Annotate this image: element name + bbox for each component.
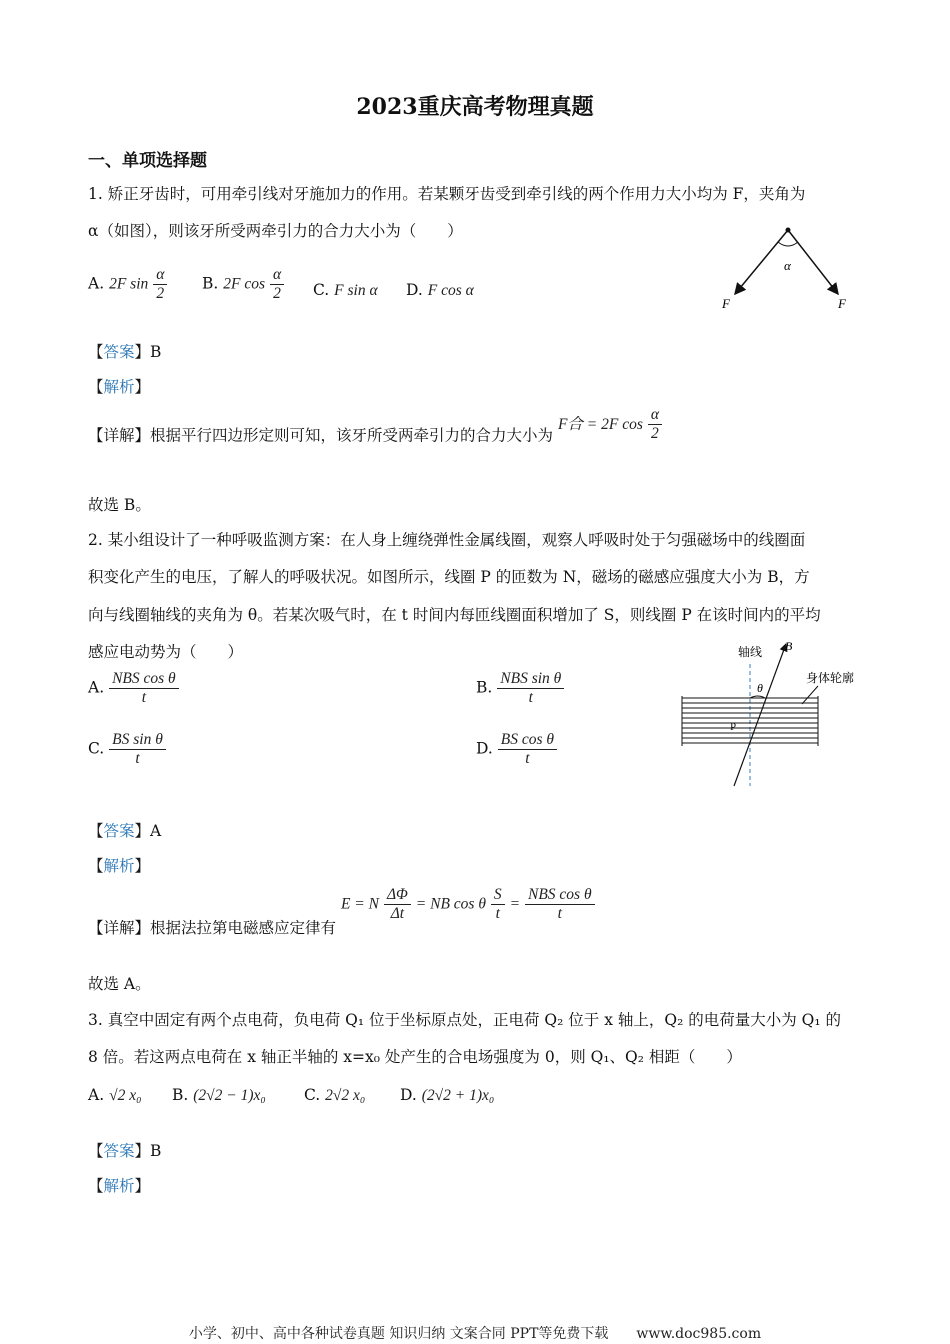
option-label: B. <box>202 274 219 293</box>
q1-answer: 【答案】B <box>88 343 162 361</box>
denominator: 2 <box>273 285 281 302</box>
right-force-label: F <box>838 296 846 311</box>
fraction: $\frac{\text{NBS cos θ}}{t}$ <box>109 670 179 707</box>
q1-option-a <box>88 266 167 303</box>
fraction: $\frac{S}{t}$ <box>491 886 505 923</box>
fraction: $\frac{\Delta\Phi}{\Delta t}$ <box>384 886 411 923</box>
page-title: 2023重庆高考物理真题 <box>356 94 594 120</box>
fraction <box>153 266 167 303</box>
q1-option-c <box>313 281 378 300</box>
fraction: $\frac{\text{NBS sin θ}}{t}$ <box>497 670 564 707</box>
q2-answer: 【答案】A <box>88 822 162 840</box>
q3-answer: 【答案】B <box>88 1142 162 1160</box>
angle-label: α <box>784 258 791 273</box>
denominator: 2 <box>156 285 165 302</box>
q3-option-c: C. 2√2 x₀ <box>304 1086 366 1104</box>
fraction: $\frac{\alpha}{2}$ <box>648 406 662 443</box>
q1-stem-line1: 1. 矫正牙齿时，可用牵引线对牙施加力的作用。若某颗牙齿受到牵引线的两个作用力大小均为 F，夹角为 <box>88 185 806 203</box>
field-label: B <box>785 639 793 653</box>
option-expr: 2F cos <box>223 275 266 293</box>
left-force-label: F <box>722 296 730 311</box>
detail-tag: 【详解】 <box>88 426 151 445</box>
section-heading: 一、单项选择题 <box>88 151 207 171</box>
answer-value: A <box>150 822 162 840</box>
q2-conclusion: 故选 A。 <box>88 975 151 993</box>
detail-formula: F合 = 2F cos <box>557 415 643 433</box>
q2-coil-figure <box>668 636 868 791</box>
page-footer: 小学、初中、高中各种试卷真题 知识归纳 文案合同 PPT等免费下载 www.doc985.com <box>188 1326 762 1342</box>
q2-stem-line4: 感应电动势为（ ） <box>88 643 244 661</box>
fraction <box>270 266 284 303</box>
q1-stem-line2: α（如图），则该牙所受两牵引力的合力大小为（ ） <box>88 222 463 240</box>
q2-stem-line1: 2. 某小组设计了一种呼吸监测方案：在人身上缠绕弹性金属线圈，观察人呼吸时处于匀强磁场中的线圈面 <box>88 531 806 549</box>
q2-stem-line2: 积变化产生的电压，了解人的呼吸状况。如图所示，线圈 P 的匝数为 N，磁场的磁感应强度大小为 B，方 <box>88 568 810 586</box>
detail-mid: = NB cos θ <box>415 895 486 913</box>
q1-conclusion: 故选 B。 <box>88 496 151 514</box>
q2-option-d: D. $\frac{\text{BS cos θ}}{t}$ <box>476 731 557 768</box>
q2-option-b: B. $\frac{\text{NBS sin θ}}{t}$ <box>476 670 564 707</box>
q2-analysis-heading: 【解析】 <box>88 857 151 875</box>
option-label: C. <box>313 281 330 299</box>
detail-text: 根据法拉第电磁感应定律有 <box>150 918 337 937</box>
field-arrow <box>734 644 786 786</box>
left-force-arrow <box>735 230 788 294</box>
angle-arc <box>778 242 798 246</box>
q1-analysis-heading: 【解析】 <box>88 378 151 396</box>
q2-detail <box>88 886 595 937</box>
detail-tag: 【详解】 <box>88 918 151 937</box>
q3-stem-line2: 8 倍。若这两点电荷在 x 轴正半轴的 x=x₀ 处产生的合电场强度为 0，则 Q₁、Q₂ 相距（ ） <box>88 1048 742 1066</box>
q2-stem-line3: 向与线圈轴线的夹角为 θ。若某次吸气时，在 t 时间内每匝线圈面积增加了 S，则线圈 P 在该时间内的平均 <box>88 606 821 624</box>
detail-text: 根据平行四边形定则可知，该牙所受两牵引力的合力大小为 <box>150 426 554 445</box>
body-leader <box>802 686 818 704</box>
q1-option-d <box>406 281 474 300</box>
q3-option-a: A. √2 x₀ <box>88 1086 142 1104</box>
q2-option-a: A. $\frac{\text{NBS cos θ}}{t}$ <box>88 670 179 707</box>
fraction: $\frac{\text{BS sin θ}}{t}$ <box>109 731 166 768</box>
q1-option-b <box>202 266 284 303</box>
q2-option-c: C. $\frac{\text{BS sin θ}}{t}$ <box>88 731 166 768</box>
angle-label: θ <box>757 681 763 695</box>
option-expr: 2F sin <box>109 275 149 293</box>
detail-eq: = <box>509 895 521 913</box>
numerator: α <box>153 266 167 285</box>
coil-label: P <box>730 721 737 733</box>
q3-stem-line1: 3. 真空中固定有两个点电荷，负电荷 Q₁ 位于坐标原点处，正电荷 Q₂ 位于 x 轴上，Q₂ 的电荷量大小为 Q₁ 的 <box>88 1011 841 1029</box>
option-expr: F sin α <box>334 282 378 299</box>
q1-detail <box>88 406 662 455</box>
body-label: 身体轮廓 <box>806 671 855 685</box>
q1-force-figure <box>710 222 870 322</box>
option-label: A. <box>88 274 105 293</box>
answer-value: B <box>150 343 162 361</box>
answer-value: B <box>150 1142 162 1160</box>
q3-option-d: D. (2√2 + 1)x₀ <box>400 1086 495 1104</box>
fraction: $\frac{\text{BS cos θ}}{t}$ <box>498 731 557 768</box>
q3-option-b: B. (2√2 − 1)x₀ <box>172 1086 266 1104</box>
detail-lhs: E = N <box>340 895 379 913</box>
fraction: $\frac{\text{NBS cos θ}}{t}$ <box>525 886 595 923</box>
option-label: D. <box>406 281 423 299</box>
axis-label: 轴线 <box>738 645 763 659</box>
q3-analysis-heading: 【解析】 <box>88 1177 151 1195</box>
right-force-arrow <box>788 230 838 294</box>
numerator: α <box>270 266 284 285</box>
option-expr: F cos α <box>427 282 474 299</box>
